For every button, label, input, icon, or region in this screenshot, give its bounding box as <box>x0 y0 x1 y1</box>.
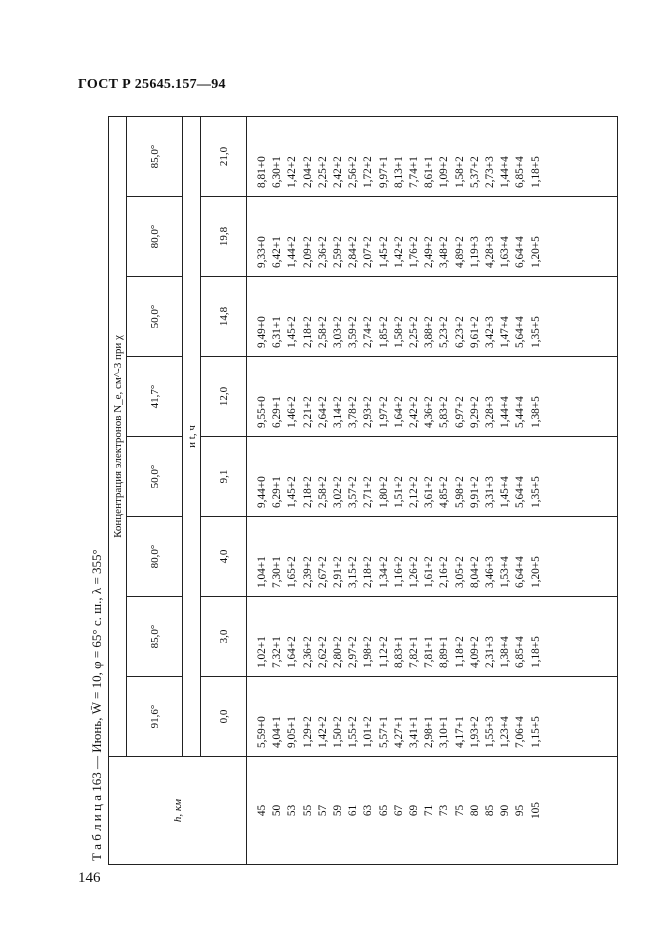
value-cell: 1,29+2 <box>301 716 314 748</box>
value-cell: 5,44+4 <box>514 396 527 428</box>
value-cell: 2,56+2 <box>347 156 360 188</box>
value-cell: 1,18+5 <box>529 636 542 668</box>
time-header-5: 14,8 <box>201 277 247 357</box>
value-cell: 3,41+1 <box>408 716 421 748</box>
value-cell: 3,02+2 <box>332 476 345 508</box>
value-cell: 6,23+2 <box>453 316 466 348</box>
chi-header-6: 80,0° <box>127 197 183 277</box>
value-cell: 2,18+2 <box>362 556 375 588</box>
value-cell: 3,48+2 <box>438 236 451 268</box>
value-cell: 3,14+2 <box>332 396 345 428</box>
value-cell: 2,21+2 <box>301 396 314 428</box>
value-cell: 9,49+0 <box>256 316 268 348</box>
value-cell: 9,97+1 <box>377 156 390 188</box>
value-cell: 1,45+2 <box>286 316 299 348</box>
value-cell: 2,18+2 <box>301 476 314 508</box>
value-cell: 2,25+2 <box>316 156 329 188</box>
value-cell: 1,51+2 <box>392 476 405 508</box>
height-cell: 67 <box>392 804 405 817</box>
value-cell: 2,12+2 <box>408 476 421 508</box>
value-cell: 2,93+2 <box>362 396 375 428</box>
value-cell: 8,61+1 <box>423 156 436 188</box>
chi-header-3: 50,0° <box>127 437 183 517</box>
value-cell: 1,45+2 <box>377 236 390 268</box>
height-cell: 73 <box>438 804 451 817</box>
value-cell: 3,03+2 <box>332 316 345 348</box>
value-cell: 2,97+2 <box>347 636 360 668</box>
value-cell: 8,89+1 <box>438 636 451 668</box>
value-cell: 3,78+2 <box>347 396 360 428</box>
value-cell: 6,85+4 <box>514 636 527 668</box>
value-cell: 2,16+2 <box>438 556 451 588</box>
value-cell: 9,33+0 <box>256 236 268 268</box>
value-cell: 3,88+2 <box>423 316 436 348</box>
value-cell: 1,63+4 <box>499 236 512 268</box>
value-cell: 1,98+2 <box>362 636 375 668</box>
value-cell: 1,93+2 <box>468 716 481 748</box>
value-cell: 3,10+1 <box>438 716 451 748</box>
value-cell: 1,01+2 <box>362 716 375 748</box>
value-cell: 1,58+2 <box>453 156 466 188</box>
value-cell: 2,42+2 <box>332 156 345 188</box>
rotated-table-block <box>86 117 586 865</box>
value-column-5 <box>247 277 618 357</box>
value-cell: 2,09+2 <box>301 236 314 268</box>
value-cell: 9,91+2 <box>468 476 481 508</box>
height-cell: 71 <box>423 804 436 817</box>
value-cell: 4,04+1 <box>271 716 284 748</box>
height-cell: 90 <box>499 804 512 817</box>
value-column-6 <box>247 197 618 277</box>
value-cell: 1,42+2 <box>286 156 299 188</box>
value-cell: 6,30+1 <box>271 156 284 188</box>
value-column-3 <box>247 437 618 517</box>
height-cell: 53 <box>286 804 299 817</box>
value-cell: 8,81+0 <box>256 156 268 188</box>
value-column-1 <box>247 597 618 677</box>
value-cell: 5,37+2 <box>468 156 481 188</box>
value-column-2 <box>247 517 618 597</box>
value-cell: 2,67+2 <box>316 556 329 588</box>
value-cell: 2,58+2 <box>316 476 329 508</box>
value-cell: 7,30+1 <box>271 556 284 588</box>
value-cell: 2,39+2 <box>301 556 314 588</box>
value-cell: 2,36+2 <box>301 636 314 668</box>
height-cell: 95 <box>514 804 527 817</box>
chi-header-7: 85,0° <box>127 116 183 196</box>
value-cell: 1,19+3 <box>468 236 481 268</box>
value-cell: 1,72+2 <box>362 156 375 188</box>
value-cell: 1,65+2 <box>286 556 299 588</box>
value-cell: 2,04+2 <box>301 156 314 188</box>
value-cell: 1,12+2 <box>377 636 390 668</box>
value-cell: 8,04+2 <box>468 556 481 588</box>
value-cell: 3,28+3 <box>484 396 497 428</box>
page-number: 146 <box>78 870 101 886</box>
value-cell: 1,15+5 <box>529 716 542 748</box>
value-column-7 <box>247 116 618 196</box>
height-cell: 85 <box>484 804 497 817</box>
value-cell: 1,18+5 <box>529 156 542 188</box>
value-cell: 6,64+4 <box>514 556 527 588</box>
height-cell: 59 <box>332 804 345 817</box>
value-cell: 6,64+4 <box>514 236 527 268</box>
value-cell: 4,17+1 <box>453 716 466 748</box>
value-cell: 1,23+4 <box>499 716 512 748</box>
h-column-header: h, км <box>109 757 247 865</box>
value-cell: 2,42+2 <box>408 396 421 428</box>
chi-header-0: 91,6° <box>127 677 183 757</box>
value-cell: 1,55+3 <box>484 716 497 748</box>
value-cell: 4,09+2 <box>468 636 481 668</box>
value-cell: 1,44+2 <box>286 236 299 268</box>
value-cell: 4,28+3 <box>484 236 497 268</box>
value-cell: 4,36+2 <box>423 396 436 428</box>
value-cell: 1,04+1 <box>256 556 268 588</box>
value-cell: 1,45+4 <box>499 476 512 508</box>
value-cell: 8,83+1 <box>392 636 405 668</box>
value-cell: 1,61+2 <box>423 556 436 588</box>
value-cell: 1,53+4 <box>499 556 512 588</box>
value-cell: 2,59+2 <box>332 236 345 268</box>
height-cell: 75 <box>453 804 466 817</box>
value-cell: 1,44+4 <box>499 156 512 188</box>
time-header-6: 19,8 <box>201 197 247 277</box>
time-header-1: 3,0 <box>201 597 247 677</box>
value-cell: 5,64+4 <box>514 476 527 508</box>
height-cell: 57 <box>316 804 329 817</box>
height-cell: 50 <box>271 804 284 817</box>
time-header-2: 4,0 <box>201 517 247 597</box>
value-cell: 9,05+1 <box>286 716 299 748</box>
value-cell: 1,02+1 <box>256 636 268 668</box>
value-cell: 6,97+2 <box>453 396 466 428</box>
value-cell: 1,38+5 <box>529 396 542 428</box>
value-cell: 1,46+2 <box>286 396 299 428</box>
value-cell: 2,98+1 <box>423 716 436 748</box>
value-cell: 4,89+2 <box>453 236 466 268</box>
value-cell: 1,64+2 <box>392 396 405 428</box>
value-cell: 1,76+2 <box>408 236 421 268</box>
value-column-0 <box>247 677 618 757</box>
value-cell: 5,64+4 <box>514 316 527 348</box>
value-cell: 2,73+3 <box>484 156 497 188</box>
value-cell: 3,59+2 <box>347 316 360 348</box>
height-cell: 80 <box>468 804 481 817</box>
value-cell: 3,46+3 <box>484 556 497 588</box>
value-cell: 1,20+5 <box>529 236 542 268</box>
value-cell: 1,85+2 <box>377 316 390 348</box>
electron-concentration-table <box>108 116 618 865</box>
chi-header-5: 50,0° <box>127 277 183 357</box>
height-cell: 55 <box>301 804 314 817</box>
chi-header-4: 41,7° <box>127 357 183 437</box>
value-cell: 3,05+2 <box>453 556 466 588</box>
value-cell: 4,27+1 <box>392 716 405 748</box>
value-cell: 1,16+2 <box>392 556 405 588</box>
value-cell: 2,80+2 <box>332 636 345 668</box>
value-cell: 1,18+2 <box>453 636 466 668</box>
value-cell: 4,85+2 <box>438 476 451 508</box>
value-cell: 7,32+1 <box>271 636 284 668</box>
value-cell: 7,74+1 <box>408 156 421 188</box>
value-cell: 9,29+2 <box>468 396 481 428</box>
value-cell: 5,98+2 <box>453 476 466 508</box>
value-cell: 2,62+2 <box>316 636 329 668</box>
value-cell: 6,29+1 <box>271 396 284 428</box>
value-cell: 1,34+2 <box>377 556 390 588</box>
table-caption: Т а б л и ц а 163 — Июнь, W̄ = 10, φ = 65° с. ш., λ = 355° <box>89 549 104 861</box>
value-cell: 1,35+5 <box>529 316 542 348</box>
value-cell: 2,58+2 <box>316 316 329 348</box>
value-cell: 2,74+2 <box>362 316 375 348</box>
value-cell: 1,38+4 <box>499 636 512 668</box>
value-cell: 1,64+2 <box>286 636 299 668</box>
document-header: ГОСТ Р 25645.157—94 <box>78 77 226 92</box>
value-cell: 1,45+2 <box>286 476 299 508</box>
value-cell: 1,26+2 <box>408 556 421 588</box>
value-cell: 2,71+2 <box>362 476 375 508</box>
value-cell: 7,81+1 <box>423 636 436 668</box>
time-header-0: 0,0 <box>201 677 247 757</box>
value-cell: 5,59+0 <box>256 716 268 748</box>
height-values-cell <box>247 757 618 865</box>
height-cell: 105 <box>529 802 542 819</box>
value-cell: 6,31+1 <box>271 316 284 348</box>
value-cell: 1,09+2 <box>438 156 451 188</box>
value-cell: 9,61+2 <box>468 316 481 348</box>
time-header-4: 12,0 <box>201 357 247 437</box>
time-label: и t, ч <box>183 116 201 756</box>
value-cell: 1,50+2 <box>332 716 345 748</box>
value-cell: 1,47+4 <box>499 316 512 348</box>
value-cell: 1,80+2 <box>377 476 390 508</box>
height-cell: 63 <box>362 804 375 817</box>
value-cell: 1,20+5 <box>529 556 542 588</box>
value-cell: 1,35+5 <box>529 476 542 508</box>
value-cell: 2,49+2 <box>423 236 436 268</box>
value-cell: 3,15+2 <box>347 556 360 588</box>
value-cell: 6,42+1 <box>271 236 284 268</box>
chi-header-1: 85,0° <box>127 597 183 677</box>
value-cell: 3,61+2 <box>423 476 436 508</box>
value-cell: 3,31+3 <box>484 476 497 508</box>
value-cell: 1,97+2 <box>377 396 390 428</box>
value-cell: 2,31+3 <box>484 636 497 668</box>
time-header-3: 9,1 <box>201 437 247 517</box>
time-header-7: 21,0 <box>201 116 247 196</box>
value-cell: 9,44+0 <box>256 476 268 508</box>
value-cell: 6,29+1 <box>271 476 284 508</box>
value-cell: 2,25+2 <box>408 316 421 348</box>
value-cell: 2,64+2 <box>316 396 329 428</box>
height-cell: 61 <box>347 804 360 817</box>
height-cell: 69 <box>408 804 421 817</box>
value-cell: 3,57+2 <box>347 476 360 508</box>
value-cell: 5,23+2 <box>438 316 451 348</box>
group-header: Концентрация электронов N_e, см^-3 при χ <box>109 116 127 756</box>
value-cell: 2,91+2 <box>332 556 345 588</box>
value-cell: 2,36+2 <box>316 236 329 268</box>
value-cell: 5,57+1 <box>377 716 390 748</box>
value-column-4 <box>247 357 618 437</box>
value-cell: 2,84+2 <box>347 236 360 268</box>
value-cell: 9,55+0 <box>256 396 268 428</box>
value-cell: 3,42+3 <box>484 316 497 348</box>
height-cell: 65 <box>377 804 390 817</box>
value-cell: 2,18+2 <box>301 316 314 348</box>
value-cell: 7,82+1 <box>408 636 421 668</box>
height-cell: 45 <box>256 804 268 817</box>
value-cell: 5,83+2 <box>438 396 451 428</box>
value-cell: 7,06+4 <box>514 716 527 748</box>
value-cell: 1,42+2 <box>392 236 405 268</box>
value-cell: 1,55+2 <box>347 716 360 748</box>
value-cell: 1,58+2 <box>392 316 405 348</box>
value-cell: 2,07+2 <box>362 236 375 268</box>
value-cell: 6,85+4 <box>514 156 527 188</box>
value-cell: 1,42+2 <box>316 716 329 748</box>
chi-header-2: 80,0° <box>127 517 183 597</box>
value-cell: 8,13+1 <box>392 156 405 188</box>
value-cell: 1,44+4 <box>499 396 512 428</box>
